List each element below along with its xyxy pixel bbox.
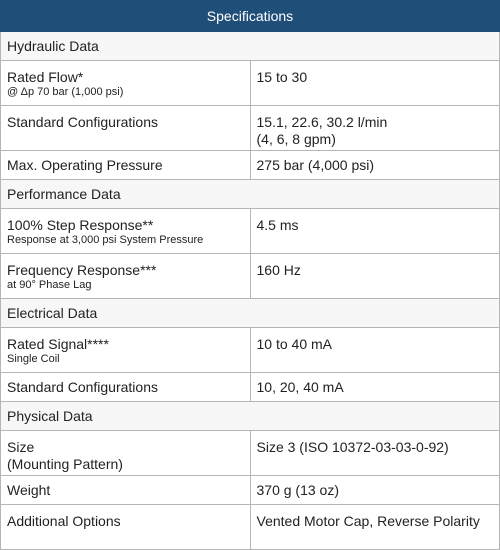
row-label: Rated Flow* (7, 69, 84, 85)
table-row (1, 328, 500, 373)
row-label: Additional Options (7, 513, 121, 529)
row-value-cell (250, 328, 500, 373)
row-value-cell (250, 373, 500, 402)
row-value-cell (250, 254, 500, 299)
row-label-cell (1, 476, 251, 505)
row-label: Size (7, 439, 35, 455)
row-label: Standard Configurations (7, 114, 158, 130)
table-title: Specifications (1, 1, 500, 32)
section-heading-electrical: Electrical Data (1, 299, 500, 328)
row-label-line2: (Mounting Pattern) (7, 456, 123, 472)
table-row (1, 373, 500, 402)
row-value-cell (250, 505, 500, 550)
row-label: Standard Configurations (7, 378, 158, 395)
row-value: 15 to 30 (256, 69, 308, 85)
table-row (1, 505, 500, 550)
row-label: Frequency Response*** (7, 262, 157, 278)
row-sublabel: Response at 3,000 psi System Pressure (7, 234, 204, 246)
row-sublabel: @ Δp 70 bar (1,000 psi) (7, 86, 124, 98)
row-label-cell (1, 431, 251, 476)
row-label-cell (1, 209, 251, 254)
row-value-cell (250, 151, 500, 180)
row-label-cell (1, 61, 251, 106)
row-value: 10 to 40 mA (256, 336, 332, 352)
row-label: Max. Operating Pressure (7, 156, 163, 173)
row-value: 10, 20, 40 mA (256, 378, 344, 395)
row-value-cell (250, 106, 500, 151)
row-value-cell (250, 209, 500, 254)
section-heading-hydraulic: Hydraulic Data (1, 32, 500, 61)
row-label-cell (1, 106, 251, 151)
row-value: 4.5 ms (256, 217, 299, 233)
row-value: Vented Motor Cap, Reverse Polarity (256, 513, 480, 529)
section-heading-performance: Performance Data (1, 180, 500, 209)
row-label-cell (1, 254, 251, 299)
row-value-cell (250, 61, 500, 106)
row-label-cell (1, 328, 251, 373)
table-row (1, 209, 500, 254)
row-value-cell (250, 431, 500, 476)
row-value-line2: (4, 6, 8 gpm) (256, 131, 336, 147)
table-row (1, 254, 500, 299)
table-row (1, 431, 500, 476)
row-label-cell (1, 373, 251, 402)
table-row (1, 106, 500, 151)
row-label: Weight (7, 481, 51, 498)
table-row (1, 61, 500, 106)
row-value: 275 bar (4,000 psi) (256, 156, 375, 173)
row-label-cell (1, 505, 251, 550)
row-sublabel: at 90° Phase Lag (7, 279, 92, 291)
row-label-cell (1, 151, 251, 180)
row-value-cell (250, 476, 500, 505)
row-sublabel: Single Coil (7, 353, 60, 365)
table-row (1, 476, 500, 505)
table-row (1, 151, 500, 180)
row-value: 15.1, 22.6, 30.2 l/min (256, 114, 388, 130)
row-value: Size 3 (ISO 10372-03-03-0-92) (256, 439, 449, 455)
row-label: 100% Step Response** (7, 217, 154, 233)
section-heading-physical: Physical Data (1, 402, 500, 431)
row-value: 160 Hz (256, 262, 301, 278)
row-label: Rated Signal**** (7, 336, 109, 352)
row-value: 370 g (13 oz) (256, 481, 339, 498)
